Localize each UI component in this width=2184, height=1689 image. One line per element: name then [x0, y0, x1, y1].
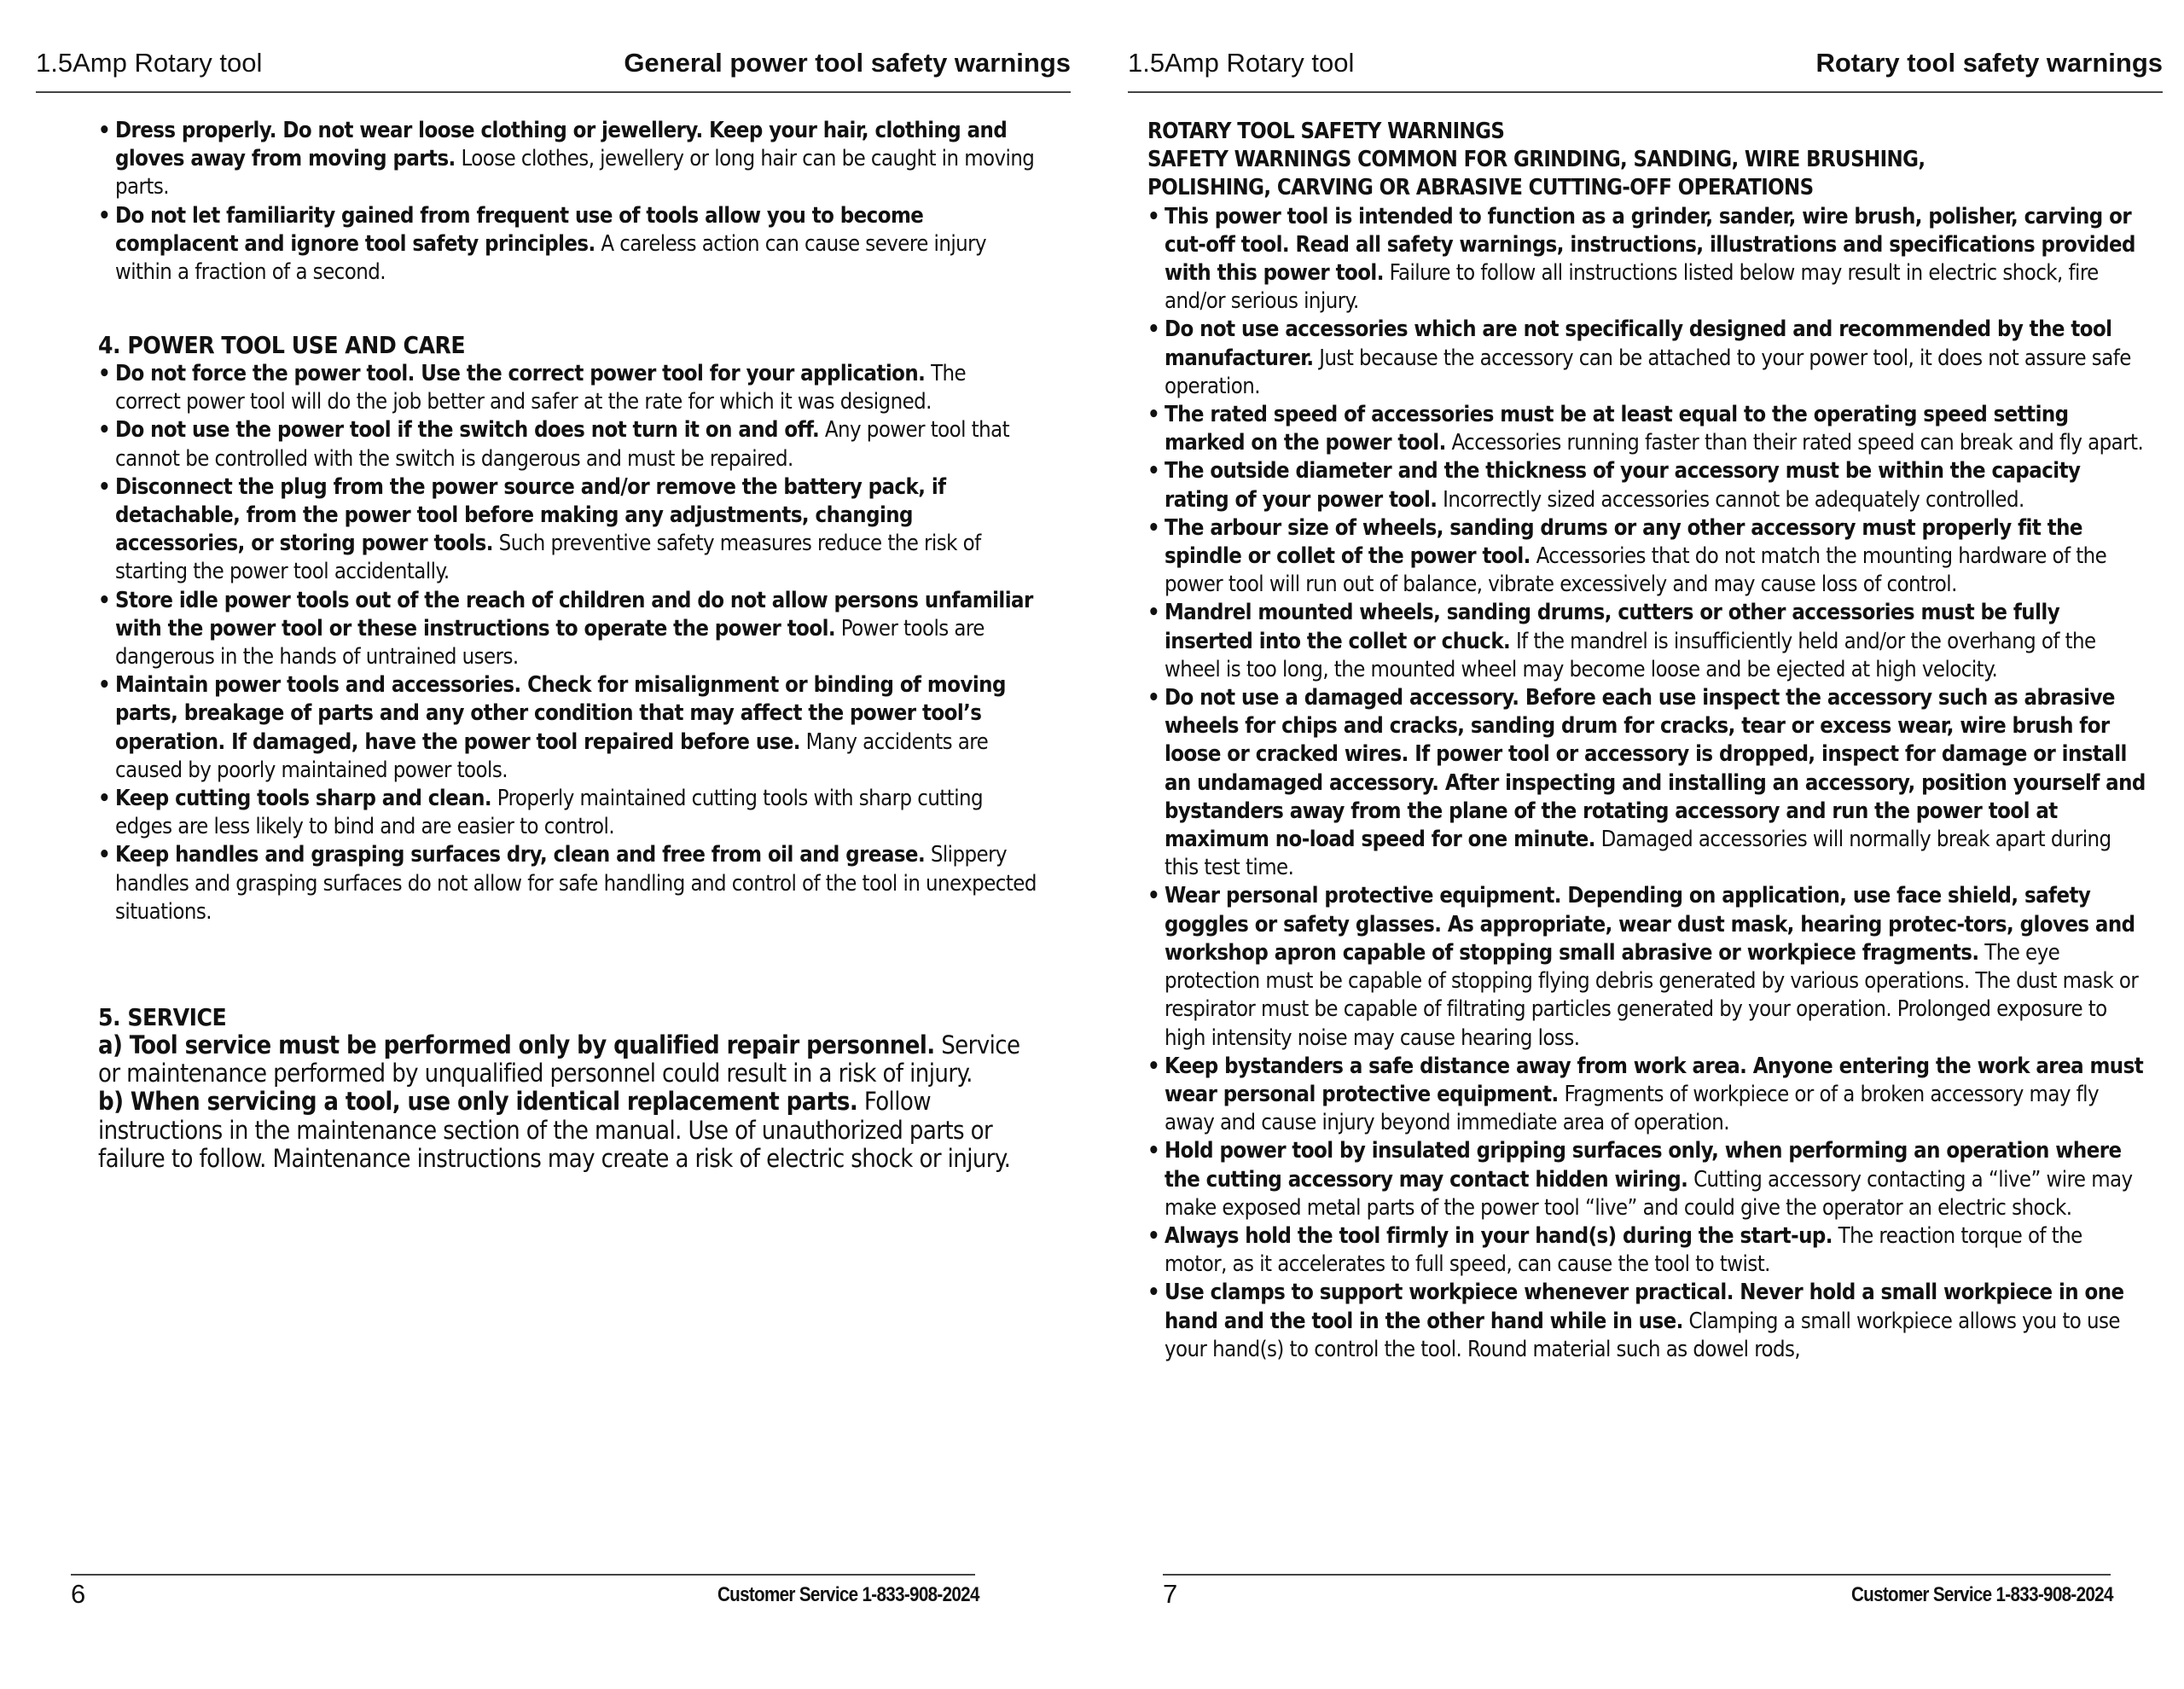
bullet-item: • Use clamps to support workpiece whenever practical. Never hold a small workpiece in one hand and the tool in the other hand while in use. Clamping a small workpiece allows you to use your hand(s) to control the tool. Round material such as dowel rods, — [1147, 1279, 2146, 1364]
common-warnings-heading: SAFETY WARNINGS COMMON FOR GRINDING, SANDING, WIRE BRUSHING, POLISHING, CARVING OR ABRASIVE CUTTING-OFF OPERATIONS — [1147, 147, 1926, 201]
bullet-item: • Wear personal protective equipment. Depending on application, use face shield, safety goggles or safety glasses. As appropriate, wear dust mask, hearing protec-tors, gloves and workshop apron capable of stopping small abrasive or workpiece fragments. The eye protection must be capable of stopping flying debris generated by various operations. The dust mask or respirator must be capable of filtrating particles generated by your operation. Prolonged exposure to high intensity noise may cause hearing loss. — [1147, 882, 2146, 1052]
header-rule — [36, 91, 1071, 93]
footer-rule — [1163, 1574, 2111, 1576]
intro-bullets — [98, 117, 1037, 287]
bullet-item: • This power tool is intended to function as a grinder, sander, wire brush, polisher, carving or cut-off tool. Read all safety warnings, instructions, illustrations and specifications provided with this power tool. Failure to follow all instructions listed below may result in electric shock, fire and/or serious injury. — [1147, 203, 2146, 316]
bullet-item: • Do not use accessories which are not specifically designed and recommended by the tool manufacturer. Just because the accessory can be attached to your power tool, it does not assure safe operation. — [1147, 316, 2146, 401]
section-4-heading: 4. POWER TOOL USE AND CARE — [98, 331, 466, 359]
section-5 — [98, 1003, 1028, 1173]
bullet-item: • The rated speed of accessories must be at least equal to the operating speed setting marked on the power tool. Accessories running faster than their rated speed can break and fly apart. — [1147, 401, 2146, 457]
bullet-item: • Do not force the power tool. Use the correct power tool for your application. The correct power tool will do the job better and safer at the rate for which it was designed. — [98, 360, 1037, 416]
bullet-item: • Maintain power tools and accessories. Check for misalignment or binding of moving parts, breakage of parts and any other condition that may affect the power tool’s operation. If damaged, have the power tool repaired before use. Many accidents are caused by poorly maintained power tools. — [98, 671, 1037, 785]
footer-rule — [71, 1574, 975, 1576]
section-5-heading: 5. SERVICE — [98, 1003, 227, 1031]
bullet-item: • Mandrel mounted wheels, sanding drums, cutters or other accessories must be fully inserted into the collet or chuck. If the mandrel is insufficiently held and/or the overhang of the wheel is too long, the mounted wheel may become loose and be ejected at high velocity. — [1147, 599, 2146, 684]
bullet-item: • Keep handles and grasping surfaces dry, clean and free from oil and grease. Slippery handles and grasping surfaces do not allow for safe handling and control of the tool in unexpected situations. — [98, 841, 1037, 926]
bullet-item: • Do not let familiarity gained from frequent use of tools allow you to become complacent and ignore tool safety principles. A careless action can cause severe injury within a fraction of a second. — [98, 202, 1037, 287]
bullet-item: • Store idle power tools out of the reach of children and do not allow persons unfamiliar with the power tool or these instructions to operate the power tool. Power tools are dangerous in the hands of untrained users. — [98, 587, 1037, 672]
bullet-item: • Disconnect the plug from the power source and/or remove the battery pack, if detachable, from the power tool before making any adjustments, changing accessories, or storing power tools. Such preventive safety measures reduce the risk of starting the power tool accidentally. — [98, 473, 1037, 587]
bullet-item: • The outside diameter and the thickness of your accessory must be within the capacity rating of your power tool. Incorrectly sized accessories cannot be adequately controlled. — [1147, 457, 2146, 514]
bullet-item: • Dress properly. Do not wear loose clothing or jewellery. Keep your hair, clothing and gloves away from moving parts. Loose clothes, jewellery or long hair can be caught in moving parts. — [98, 117, 1037, 202]
page-number: 6 — [71, 1579, 86, 1609]
customer-service-phone: Customer Service 1-833-908-2024 — [1851, 1583, 2113, 1606]
rotary-warnings — [1147, 118, 2146, 1364]
service-item-b: b) When servicing a tool, use only identical replacement parts. Follow instructions in the maintenance section of the manual. Use of unauthorized parts or failure to follow. Maintenance instructions may create a risk of electric shock or injury. — [98, 1087, 1011, 1173]
bullet-item: • Keep bystanders a safe distance away from work area. Anyone entering the work area must wear personal protective equipment. Fragments of workpiece or of a broken accessory may fly away and cause injury beyond immediate area of operation. — [1147, 1053, 2146, 1138]
bullet-item: • Do not use the power tool if the switch does not turn it on and off. Any power tool that cannot be controlled with the switch is dangerous and must be repaired. — [98, 416, 1037, 473]
header-section-title: Rotary tool safety warnings — [1815, 48, 2163, 78]
bullet-item: • Do not use a damaged accessory. Before each use inspect the accessory such as abrasive wheels for chips and cracks, sanding drum for cracks, tear or excess wear, wire brush for loose or cracked wires. If power tool or accessory is dropped, inspect for damage or install an undamaged accessory. After inspecting and installing an accessory, position yourself and bystanders away from the plane of the rotating accessory and run the power tool at maximum no-load speed for one minute. Damaged accessories will normally break apart during this test time. — [1147, 684, 2146, 882]
bullet-item: • Keep cutting tools sharp and clean. Properly maintained cutting tools with sharp cutting edges are less likely to bind and are easier to control. — [98, 785, 1037, 841]
header-product-title: 1.5Amp Rotary tool — [1128, 48, 1355, 78]
section-4 — [98, 331, 1037, 926]
page-number: 7 — [1163, 1579, 1178, 1609]
bullet-item: • Always hold the tool firmly in your hand(s) during the start-up. The reaction torque of the motor, as it accelerates to full speed, can cause the tool to twist. — [1147, 1222, 2146, 1279]
bullet-item: • The arbour size of wheels, sanding drums or any other accessory must properly fit the spindle or collet of the power tool. Accessories that do not match the mounting hardware of the power tool will run out of balance, vibrate excessively and may cause loss of control. — [1147, 514, 2146, 600]
header-section-title: General power tool safety warnings — [624, 48, 1071, 78]
service-item-a: a) Tool service must be performed only by qualified repair personnel. Service or maintenance performed by unqualified personnel could result in a risk of injury. — [98, 1030, 1020, 1088]
header-rule — [1128, 91, 2163, 93]
bullet-item: • Hold power tool by insulated gripping surfaces only, when performing an operation where the cutting accessory may contact hidden wiring. Cutting accessory contacting a “live” wire may make exposed metal parts of the power tool “live” and could give the operator an electric shock. — [1147, 1137, 2146, 1222]
rotary-safety-heading: ROTARY TOOL SAFETY WARNINGS — [1147, 119, 1505, 144]
page-7 — [1092, 0, 2184, 1689]
header-product-title: 1.5Amp Rotary tool — [36, 48, 263, 78]
customer-service-phone: Customer Service 1-833-908-2024 — [717, 1583, 979, 1606]
